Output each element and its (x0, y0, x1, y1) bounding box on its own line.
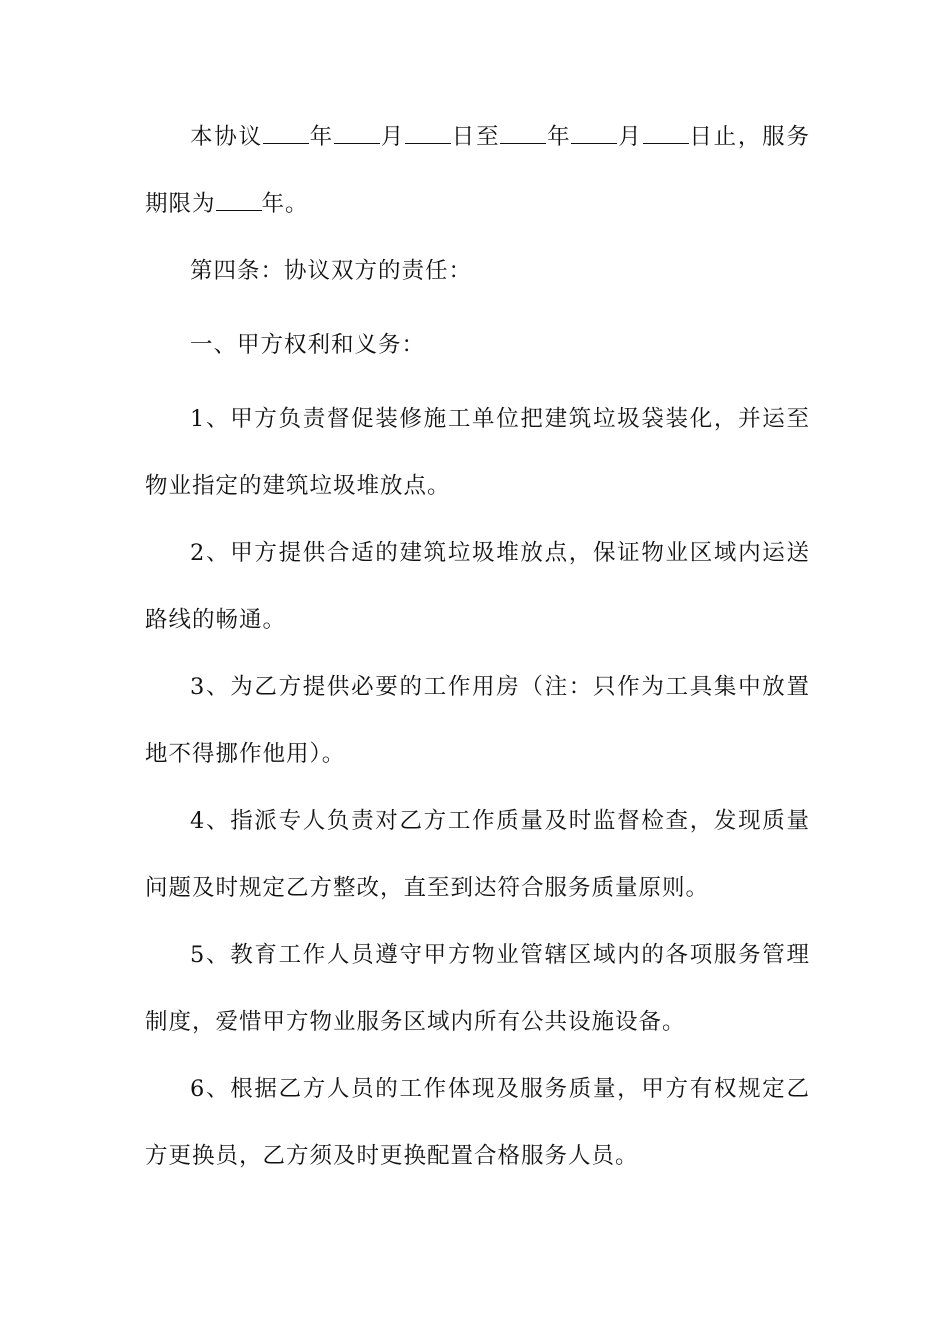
term-text: 月 (617, 124, 643, 150)
list-item: 5、教育工作人员遵守甲方物业管辖区域内的各项服务管理制度，爱惜甲方物业服务区域内所有公共设施设备。 (145, 942, 810, 1035)
blank-field (500, 123, 546, 144)
list-item: 2、甲方提供合适的建筑垃圾堆放点，保证物业区域内运送路线的畅通。 (145, 540, 810, 633)
term-text: 月 (379, 124, 406, 150)
list-item: 3、为乙方提供必要的工作用房（注：只作为工具集中放置地不得挪作他用）。 (145, 674, 810, 767)
article-title: 第四条：协议双方的责任： (190, 258, 473, 284)
term-text: 年。 (261, 191, 309, 217)
blank-field (334, 123, 380, 144)
term-text: 日止，服务期限为 (145, 124, 810, 217)
section-heading: 一、甲方权利和义务： (190, 332, 426, 358)
list-item: 6、根据乙方人员的工作体现及服务质量，甲方有权规定乙方更换员，乙方须及时更换配置合格服务人员。 (145, 1076, 810, 1169)
term-text: 年 (308, 124, 334, 150)
term-paragraph (145, 104, 810, 238)
blank-field (643, 123, 689, 144)
list-item: 4、指派专人负责对乙方工作质量及时监督检查，发现质量问题及时规定乙方整改，直至到达符合服务质量原则。 (145, 808, 810, 901)
term-text: 本协议 (190, 124, 263, 150)
blank-field (216, 190, 262, 211)
blank-field (571, 123, 617, 144)
blank-field (405, 123, 451, 144)
term-text: 日至 (451, 124, 501, 150)
blank-field (263, 123, 309, 144)
list-item: 1、甲方负责督促装修施工单位把建筑垃圾袋装化，并运至物业指定的建筑垃圾堆放点。 (145, 406, 810, 499)
term-text: 年 (546, 124, 572, 150)
